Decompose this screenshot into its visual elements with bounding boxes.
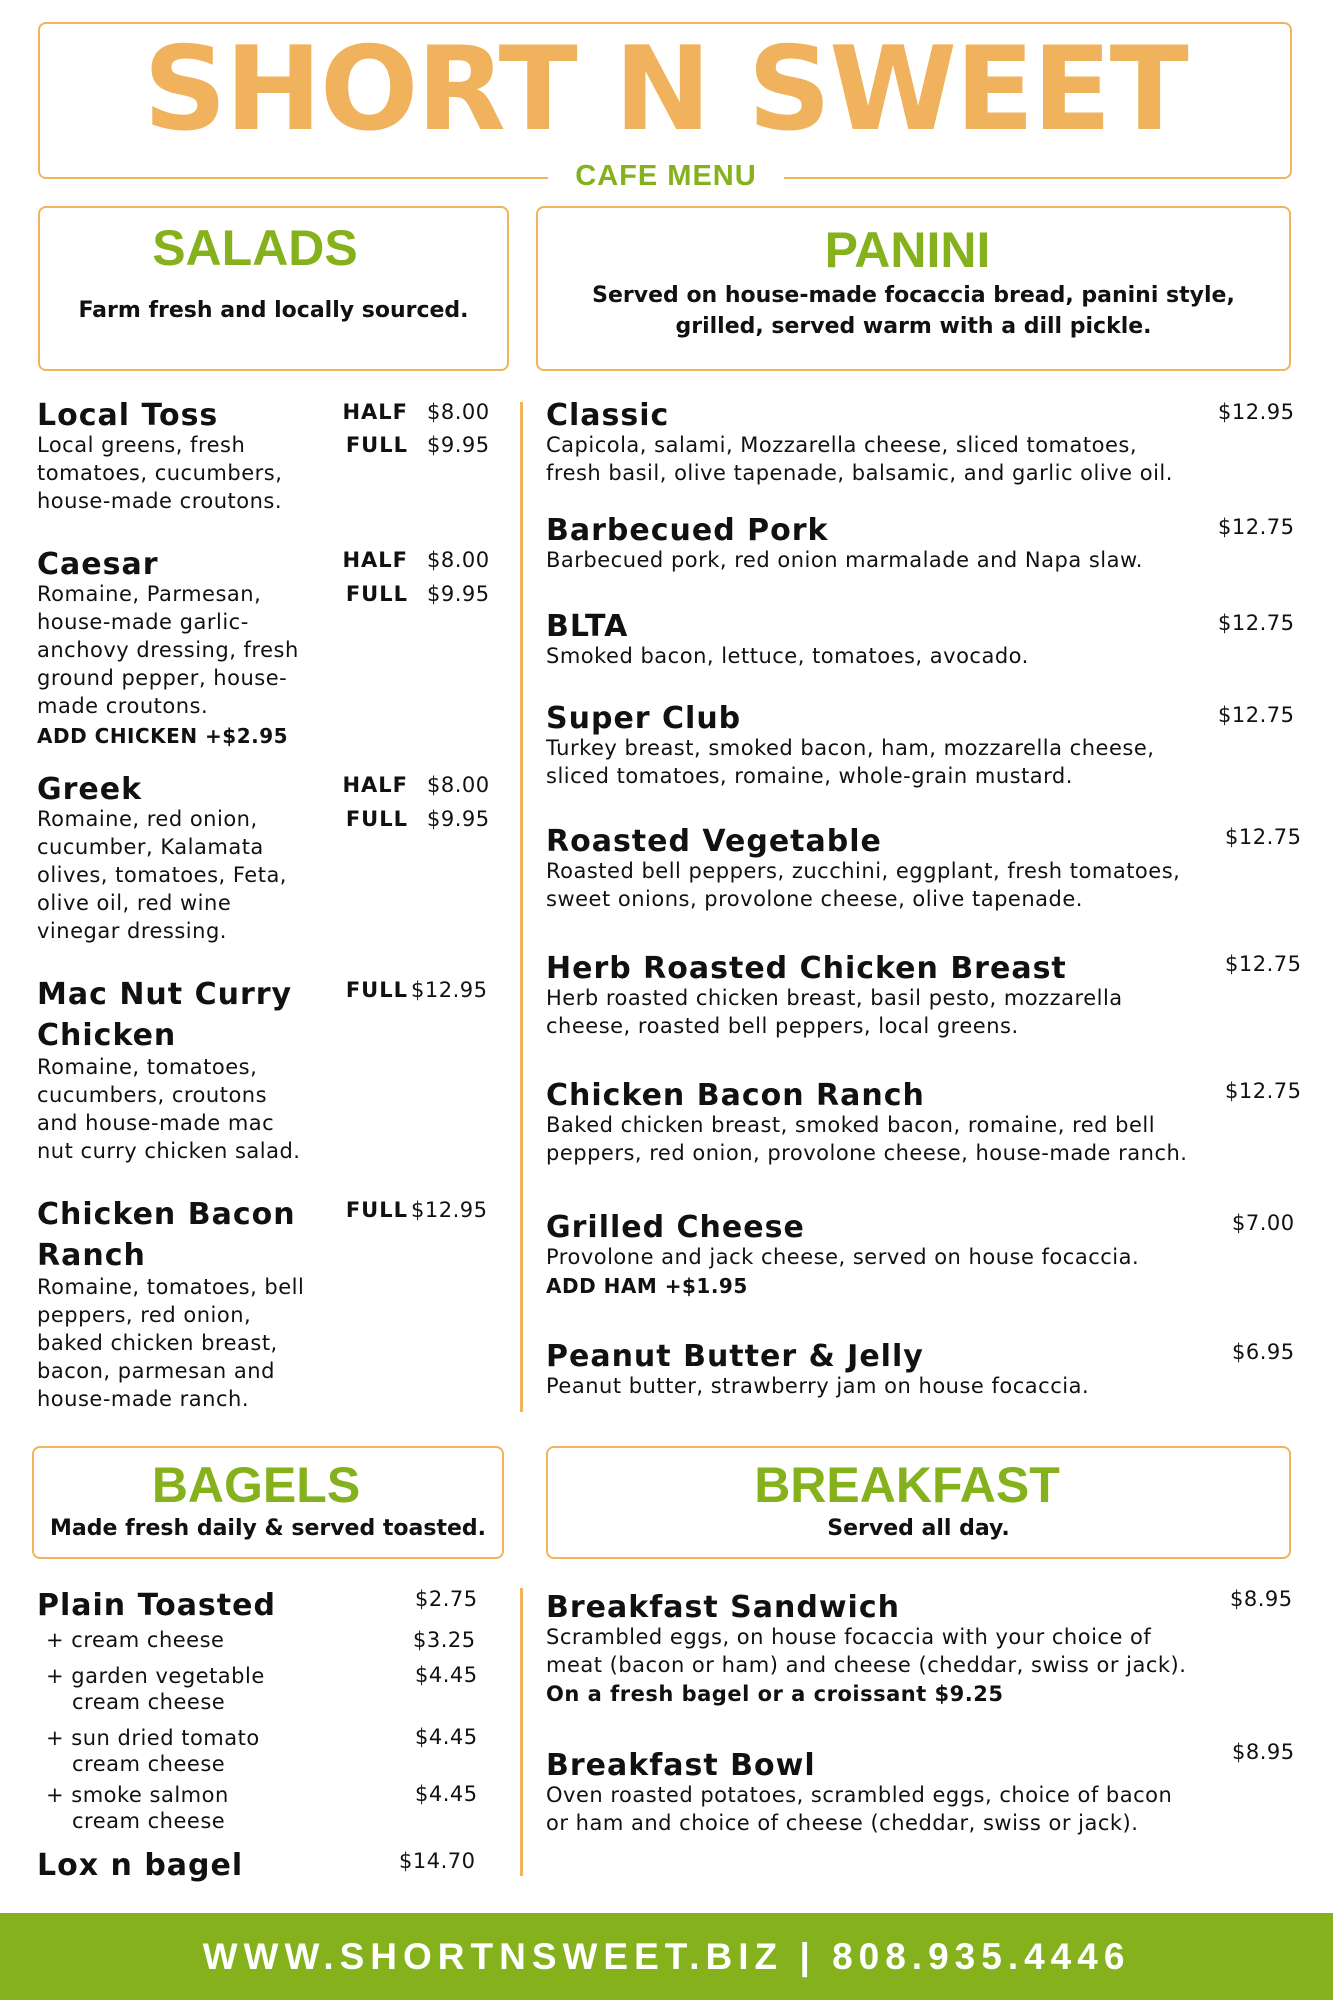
item-name: Classic <box>546 398 670 433</box>
breakfast-description: Served all day. <box>827 1516 1010 1541</box>
item-name: Breakfast Bowl <box>546 1748 816 1783</box>
item-price: $9.95 <box>427 582 490 606</box>
item-description: Provolone and jack cheese, served on house focaccia. <box>546 1245 1140 1269</box>
size-label: FULL <box>345 1198 408 1222</box>
option-label: + sun dried tomato <box>46 1726 260 1750</box>
item-price: $2.75 <box>415 1587 478 1611</box>
size-label: FULL <box>345 433 408 457</box>
item-price: $12.75 <box>1225 952 1302 976</box>
item-description: Romaine, tomatoes, bell peppers, red onion, baked chicken breast, bacon, parmesan and house-made ranch. <box>37 1275 305 1411</box>
item-price: $6.95 <box>1232 1340 1295 1364</box>
item-price: $8.00 <box>427 773 490 797</box>
item-name: Peanut Butter & Jelly <box>546 1339 924 1374</box>
item-name: Grilled Cheese <box>546 1210 805 1245</box>
bottom-column-divider <box>520 1588 523 1876</box>
item-name: Caesar <box>37 547 159 582</box>
item-name: Lox n bagel <box>37 1848 244 1883</box>
item-description: Capicola, salami, Mozzarella cheese, sliced tomatoes, fresh basil, olive tapenade, balsamic, and garlic olive oil. <box>546 433 1173 485</box>
brand-subtitle: CAFE MENU <box>548 160 784 192</box>
option-label: cream cheese <box>72 1690 226 1714</box>
item-price: $7.00 <box>1232 1211 1295 1235</box>
item-price: $12.75 <box>1218 515 1295 539</box>
item-name: Local Toss <box>37 398 219 433</box>
item-name: Barbecued Pork <box>546 513 829 548</box>
salads-title: SALADS <box>152 220 358 276</box>
item-price: $8.00 <box>427 400 490 424</box>
item-description: Barbecued pork, red onion marmalade and Napa slaw. <box>546 548 1143 572</box>
item-name: Breakfast Sandwich <box>546 1590 900 1625</box>
item-addon: ADD HAM +$1.95 <box>546 1274 748 1298</box>
item-description: Roasted bell peppers, zucchini, eggplant, fresh tomatoes, sweet onions, provolone cheese, olive tapenade. <box>546 859 1181 911</box>
panini-description-line-2: grilled, served warm with a dill pickle. <box>675 314 1152 339</box>
item-addon: On a fresh bagel or a croissant $9.25 <box>546 1682 1004 1706</box>
item-price: $14.70 <box>399 1849 476 1873</box>
item-price: $12.75 <box>1218 703 1295 727</box>
item-price: $9.95 <box>427 807 490 831</box>
item-price: $12.75 <box>1225 825 1302 849</box>
item-description: Romaine, tomatoes, cucumbers, croutons and house-made mac nut curry chicken salad. <box>37 1055 301 1163</box>
option-label: cream cheese <box>72 1809 226 1833</box>
item-description: Herb roasted chicken breast, basil pesto, mozzarella cheese, roasted bell peppers, local greens. <box>546 986 1123 1038</box>
item-description: Romaine, Parmesan, house-made garlic- anchovy dressing, fresh ground pepper, house- made croutons. <box>37 582 299 718</box>
item-description: Local greens, fresh tomatoes, cucumbers, house-made croutons. <box>37 433 283 513</box>
item-description: Turkey breast, smoked bacon, ham, mozzarella cheese, sliced tomatoes, romaine, whole-grain mustard. <box>546 736 1155 788</box>
brand-title: SHORT N SWEET <box>143 22 1187 157</box>
item-name: Mac Nut Curry Chicken <box>37 977 293 1053</box>
item-price: $12.75 <box>1218 611 1295 635</box>
option-price: $3.25 <box>413 1628 476 1652</box>
bagels-description: Made fresh daily & served toasted. <box>50 1516 486 1541</box>
item-description: Peanut butter, strawberry jam on house focaccia. <box>546 1374 1090 1398</box>
option-label: + cream cheese <box>46 1628 225 1652</box>
panini-title: PANINI <box>824 222 991 278</box>
option-price: $4.45 <box>415 1725 478 1749</box>
bagels-title: BAGELS <box>151 1457 361 1513</box>
column-divider <box>520 402 523 1412</box>
item-name: Plain Toasted <box>37 1588 276 1623</box>
item-name: Greek <box>37 772 143 807</box>
size-label: FULL <box>345 978 408 1002</box>
item-name: Roasted Vegetable <box>546 824 882 859</box>
item-name: BLTA <box>546 609 629 644</box>
size-label: FULL <box>345 807 408 831</box>
item-price: $8.95 <box>1230 1587 1293 1611</box>
panini-description-line-1: Served on house-made focaccia bread, panini style, <box>592 283 1235 308</box>
item-description: Smoked bacon, lettuce, tomatoes, avocado. <box>546 644 1029 668</box>
item-addon: ADD CHICKEN +$2.95 <box>37 724 289 748</box>
item-description: Scrambled eggs, on house focaccia with your choice of meat (bacon or ham) and cheese (cheddar, swiss or jack). <box>546 1625 1187 1677</box>
size-label: HALF <box>342 400 408 424</box>
option-price: $4.45 <box>415 1663 478 1687</box>
footer-contact: WWW.SHORTNSWEET.BIZ | 808.935.4446 <box>202 1936 1131 1977</box>
item-price: $12.95 <box>411 1198 488 1222</box>
item-name: Herb Roasted Chicken Breast <box>546 951 1067 986</box>
size-label: HALF <box>342 548 408 572</box>
size-label: HALF <box>342 773 408 797</box>
item-name: Super Club <box>546 701 742 736</box>
footer-bar <box>0 1913 1333 2000</box>
size-label: FULL <box>345 582 408 606</box>
breakfast-title: BREAKFAST <box>754 1457 1060 1513</box>
item-price: $12.95 <box>1218 400 1295 424</box>
item-price: $8.00 <box>427 548 490 572</box>
item-price: $12.75 <box>1225 1079 1302 1103</box>
item-description: Romaine, red onion, cucumber, Kalamata olives, tomatoes, Feta, olive oil, red wine vinegar dressing. <box>37 807 287 943</box>
item-price: $9.95 <box>427 433 490 457</box>
option-price: $4.45 <box>415 1782 478 1806</box>
option-label: cream cheese <box>72 1752 226 1776</box>
item-description: Baked chicken breast, smoked bacon, romaine, red bell peppers, red onion, provolone cheese, house-made ranch. <box>546 1113 1188 1165</box>
item-price: $8.95 <box>1232 1740 1295 1764</box>
item-description: Oven roasted potatoes, scrambled eggs, choice of bacon or ham and choice of cheese (cheddar, swiss or jack). <box>546 1783 1173 1835</box>
item-name: Chicken Bacon Ranch <box>37 1197 296 1273</box>
option-label: + smoke salmon <box>46 1783 229 1807</box>
item-name: Chicken Bacon Ranch <box>546 1078 925 1113</box>
item-price: $12.95 <box>411 978 488 1002</box>
option-label: + garden vegetable <box>46 1664 265 1688</box>
salads-description: Farm fresh and locally sourced. <box>78 298 469 323</box>
